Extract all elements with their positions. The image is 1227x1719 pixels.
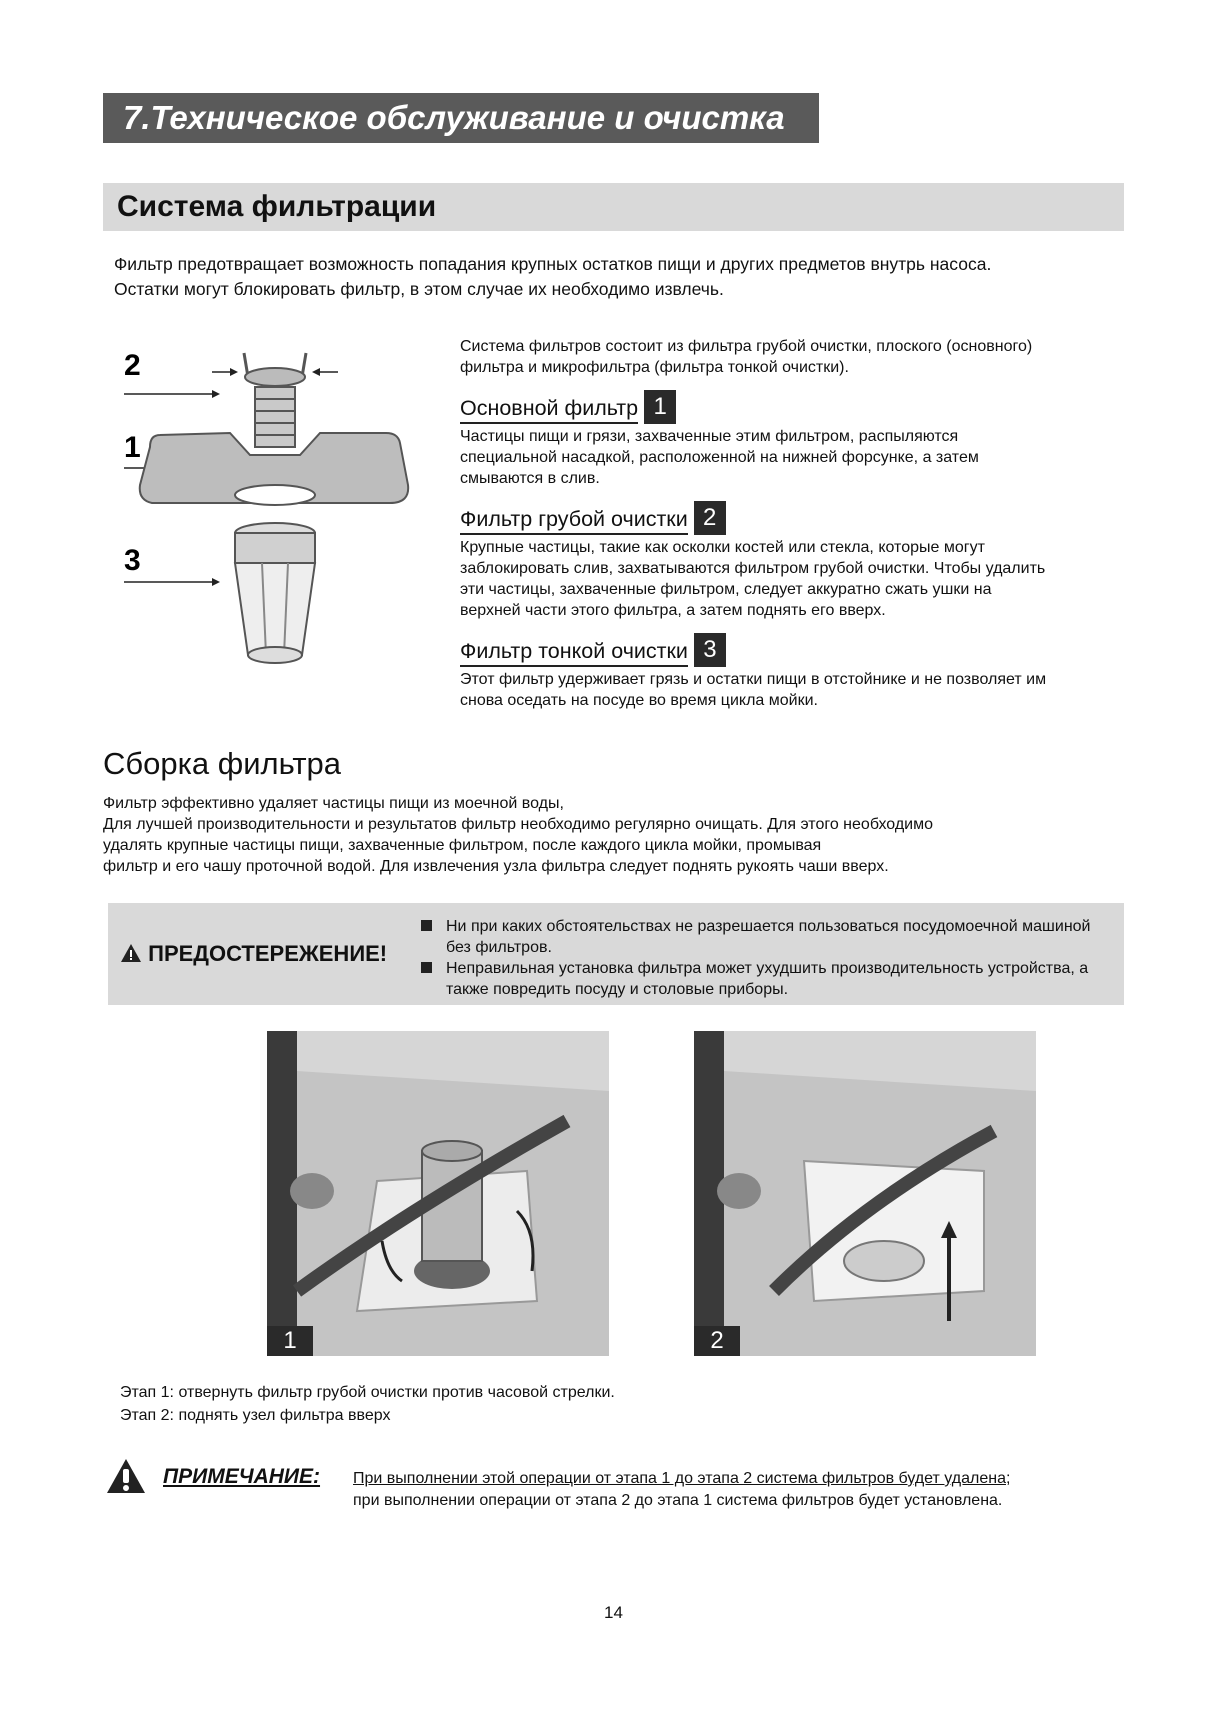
intro-text	[114, 252, 1124, 302]
text-line: Крупные частицы, такие как осколки костей или стекла, которые могут	[460, 539, 985, 556]
text-line: снова оседать на посуде во время цикла мойки.	[460, 692, 818, 709]
filter-components	[460, 336, 1126, 711]
warning-label	[120, 941, 387, 967]
filter-diagram	[120, 335, 440, 685]
text-line: Для лучшей производительности и результатов фильтр необходимо регулярно очищать. Для этого необходимо	[103, 816, 933, 833]
section-title: Система фильтрации	[103, 183, 1124, 231]
text-line: удалять крупные частицы пищи, захваченные фильтром, после каждого цикла мойки, промывая	[103, 837, 822, 854]
label-1: 1	[124, 431, 141, 464]
text-line: специальной насадкой, расположенной на нижней форсунке, а затем	[460, 449, 979, 466]
warning-list	[418, 916, 1118, 1000]
warning-triangle-icon	[120, 943, 142, 963]
warning-item-text: Ни при каких обстоятельствах не разрешается пользоваться посудомоечной машиной без фильтров.	[446, 918, 1091, 956]
main-filter-badge: 1	[644, 390, 676, 424]
components-intro-line: фильтра и микрофильтра (фильтра тонкой очистки).	[460, 359, 849, 376]
note-line-2: при выполнении операции от этапа 2 до этапа 1 система фильтров будет установлена.	[353, 1492, 1003, 1509]
warning-label-text: ПРЕДОСТЕРЕЖЕНИЕ!	[148, 941, 388, 966]
step-2-badge: 2	[694, 1326, 740, 1356]
components-intro-line: Система фильтров состоит из фильтра грубой очистки, плоского (основного)	[460, 338, 1033, 355]
text-line: Частицы пищи и грязи, захваченные этим фильтром, распыляются	[460, 428, 959, 445]
step-2-text: Этап 2: поднять узел фильтра вверх	[120, 1407, 391, 1424]
fine-filter-title: Фильтр тонкой очистки	[460, 637, 688, 667]
warning-box	[108, 903, 1124, 1005]
steps-list	[120, 1381, 615, 1427]
step-1-photo	[267, 1031, 609, 1356]
note-line-1: При выполнении этой операции от этапа 1 до этапа 2 система фильтров будет удалена;	[353, 1470, 1011, 1487]
bullet-square-icon	[421, 920, 432, 931]
intro-line: Фильтр предотвращает возможность попадания крупных остатков пищи и других предметов внутрь насоса.	[114, 254, 992, 274]
text-line: эти частицы, захваченные фильтром, следует аккуратно сжать ушки на	[460, 581, 992, 598]
note-block	[103, 1455, 1123, 1515]
text-line: верхней части этого фильтра, а затем поднять его вверх.	[460, 602, 886, 619]
chapter-title: 7.Техническое обслуживание и очистка	[103, 93, 819, 143]
filter-assembly-icon	[120, 335, 440, 685]
intro-line: Остатки могут блокировать фильтр, в этом случае их необходимо извлечь.	[114, 279, 724, 299]
fine-filter-text	[460, 669, 1126, 711]
label-2: 2	[124, 349, 141, 382]
coarse-filter-badge: 2	[694, 501, 726, 535]
step-2-photo	[694, 1031, 1036, 1356]
assembly-text	[103, 793, 1113, 877]
text-line: фильтр и его чашу проточной водой. Для извлечения узла фильтра следует поднять рукоять чаши вверх.	[103, 858, 889, 875]
fine-filter-badge: 3	[694, 633, 726, 667]
fine-filter-heading-row	[460, 633, 1126, 667]
filter-lift-up-photo-icon	[694, 1031, 1036, 1356]
bullet-square-icon	[421, 962, 432, 973]
step-1-badge: 1	[267, 1326, 313, 1356]
step-1-text: Этап 1: отвернуть фильтр грубой очистки против часовой стрелки.	[120, 1384, 615, 1401]
note-label: ПРИМЕЧАНИЕ:	[163, 1465, 321, 1488]
page-number: 14	[604, 1603, 623, 1622]
main-filter-heading-row	[460, 390, 1126, 424]
label-3: 3	[124, 544, 141, 577]
main-filter-text	[460, 426, 1126, 489]
text-line: Этот фильтр удерживает грязь и остатки пищи в отстойнике и не позволяет им	[460, 671, 1047, 688]
text-line: заблокировать слив, захватываются фильтром грубой очистки. Чтобы удалить	[460, 560, 1046, 577]
text-line: смываются в слив.	[460, 470, 600, 487]
warning-item	[418, 958, 1118, 1000]
warning-item	[418, 916, 1118, 958]
text-line: Фильтр эффективно удаляет частицы пищи из моечной воды,	[103, 795, 564, 812]
main-filter-title: Основной фильтр	[460, 394, 638, 424]
coarse-filter-text	[460, 537, 1126, 621]
warning-item-text: Неправильная установка фильтра может ухудшить производительность устройства, а также повредить посуду и столовые приборы.	[446, 960, 1089, 998]
filter-twist-counterclockwise-photo-icon	[267, 1031, 609, 1356]
exclamation-triangle-icon	[106, 1458, 146, 1494]
assembly-title: Сборка фильтра	[103, 746, 342, 781]
coarse-filter-title: Фильтр грубой очистки	[460, 505, 688, 535]
coarse-filter-heading-row	[460, 501, 1126, 535]
